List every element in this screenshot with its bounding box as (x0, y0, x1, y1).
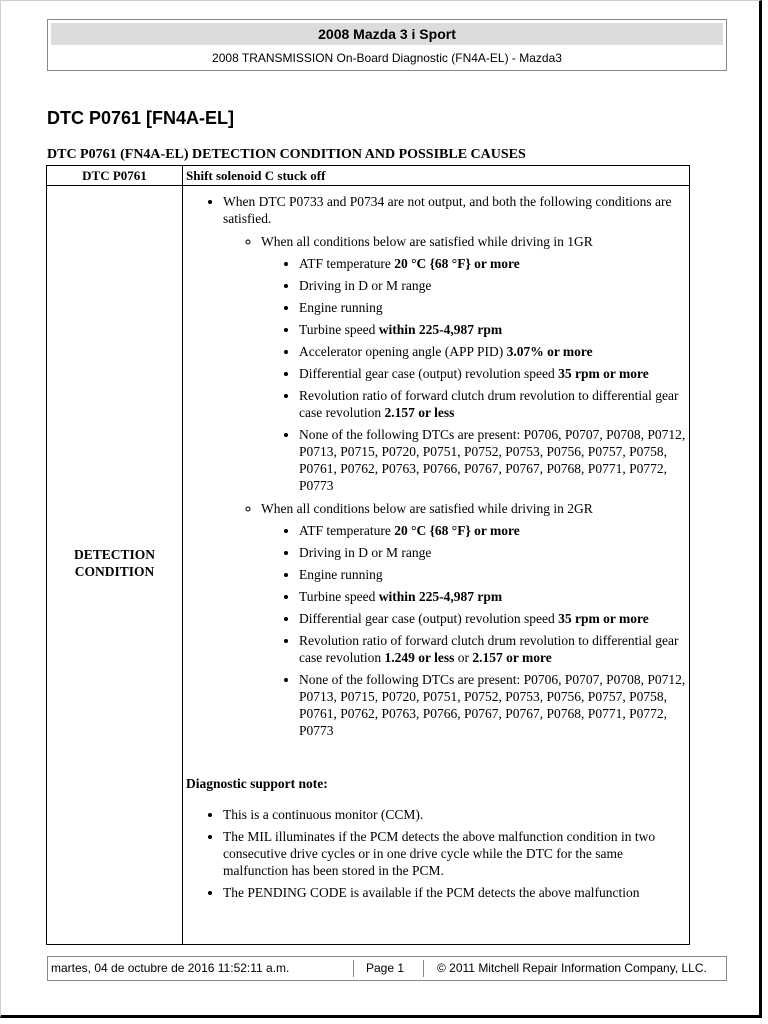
condition-text: ATF temperature (299, 256, 395, 271)
condition-value: within 225-4,987 rpm (378, 322, 503, 337)
condition-text: Engine running (299, 300, 383, 315)
dtc-list: None of the following DTCs are present: P0706, P0707, P0708, P0712, P0713, P0715, P0720, P0751, P0752, P0753, P0756, P0757, P0758, P0761, P0762, P0763, P0766, P0767, P0767, P0768, P0771, P0772, P0773 (299, 427, 686, 493)
list-item (299, 610, 689, 627)
condition-value: 1.249 or less (384, 650, 455, 665)
detection-condition-content (183, 186, 689, 944)
condition-text: ATF temperature (299, 523, 395, 538)
list-item (223, 193, 689, 739)
condition-text: Accelerator opening angle (APP PID) (299, 344, 507, 359)
detection-condition-table (46, 165, 690, 945)
list-item: • The PENDING CODE is available if the PCM detects the above malfunction (223, 884, 689, 901)
list-item (299, 387, 689, 421)
list-item (261, 500, 689, 739)
vehicle-title: 2008 Mazda 3 i Sport (51, 23, 723, 45)
condition-text: Turbine speed (299, 589, 379, 604)
gr2-conditions (261, 522, 689, 739)
gear-condition-list (223, 233, 689, 739)
intro-condition: When DTC P0733 and P0734 are not output, and both the following conditions are satisfied. (223, 194, 672, 226)
condition-text: Engine running (299, 567, 383, 582)
page-number: Page 1 (366, 961, 405, 975)
condition-value: 35 rpm or more (558, 366, 649, 381)
condition-value: 2.157 or less (384, 405, 455, 420)
condition-value: within 225-4,987 rpm (378, 589, 503, 604)
list-item (299, 277, 689, 294)
list-item (299, 365, 689, 382)
list-item (299, 544, 689, 561)
list-item: • This is a continuous monitor (CCM). (223, 806, 689, 823)
gr1-conditions (261, 255, 689, 494)
page-footer (47, 956, 727, 981)
diagnostic-notes (183, 806, 689, 901)
list-item (299, 426, 689, 494)
document-subtitle: 2008 TRANSMISSION On-Board Diagnostic (FN4A-EL) - Mazda3 (212, 51, 562, 65)
condition-value: 20 °C {68 °F} or more (394, 256, 520, 271)
condition-list (183, 193, 689, 739)
condition-text: Turbine speed (299, 322, 379, 337)
condition-text: Driving in D or M range (299, 545, 432, 560)
condition-value: 35 rpm or more (558, 611, 649, 626)
document-header (47, 19, 727, 71)
dtc-description-header: Shift solenoid C stuck off (186, 168, 326, 183)
dtc-code-header: DTC P0761 (82, 168, 147, 183)
condition-text: Differential gear case (output) revolution speed (299, 611, 559, 626)
footer-divider (353, 960, 354, 977)
list-item (299, 255, 689, 272)
detection-condition-label: DETECTION CONDITION (73, 547, 156, 579)
section-title: DTC P0761 (FN4A-EL) DETECTION CONDITION AND POSSIBLE CAUSES (47, 147, 526, 162)
page-title: DTC P0761 [FN4A-EL] (47, 108, 235, 128)
copyright: © 2011 Mitchell Repair Information Company, LLC. (437, 961, 707, 975)
list-item (299, 343, 689, 360)
dtc-list: None of the following DTCs are present: P0706, P0707, P0708, P0712, P0713, P0715, P0720, P0751, P0752, P0753, P0756, P0757, P0758, P0761, P0762, P0763, P0766, P0767, P0767, P0768, P0771, P0772, P0773 (299, 672, 686, 738)
list-item (299, 588, 689, 605)
condition-value: 3.07% or more (506, 344, 593, 359)
list-item (261, 233, 689, 494)
list-item (299, 671, 689, 739)
footer-divider (423, 960, 424, 977)
list-item (299, 522, 689, 539)
list-item (299, 321, 689, 338)
condition-text: Driving in D or M range (299, 278, 432, 293)
condition-text: Revolution ratio of forward clutch drum revolution to differential gear case revolution (299, 633, 679, 665)
gr1-heading: When all conditions below are satisfied while driving in 1GR (261, 234, 593, 249)
list-item (299, 299, 689, 316)
print-date: martes, 04 de octubre de 2016 11:52:11 a.m. (51, 961, 290, 975)
condition-text: or (454, 650, 473, 665)
condition-value: 2.157 or more (472, 650, 552, 665)
condition-value: 20 °C {68 °F} or more (394, 523, 520, 538)
gr2-heading: When all conditions below are satisfied while driving in 2GR (261, 501, 593, 516)
condition-text: Differential gear case (output) revolution speed (299, 366, 559, 381)
diagnostic-note-heading: Diagnostic support note: (186, 776, 328, 791)
list-item (299, 632, 689, 666)
condition-text: Revolution ratio of forward clutch drum revolution to differential gear case revolution (299, 388, 679, 420)
list-item (299, 566, 689, 583)
list-item: • The MIL illuminates if the PCM detects the above malfunction condition in two consecutive drive cycles or in one drive cycle while the DTC for the same malfunction has been stored in the PCM. (223, 828, 689, 879)
